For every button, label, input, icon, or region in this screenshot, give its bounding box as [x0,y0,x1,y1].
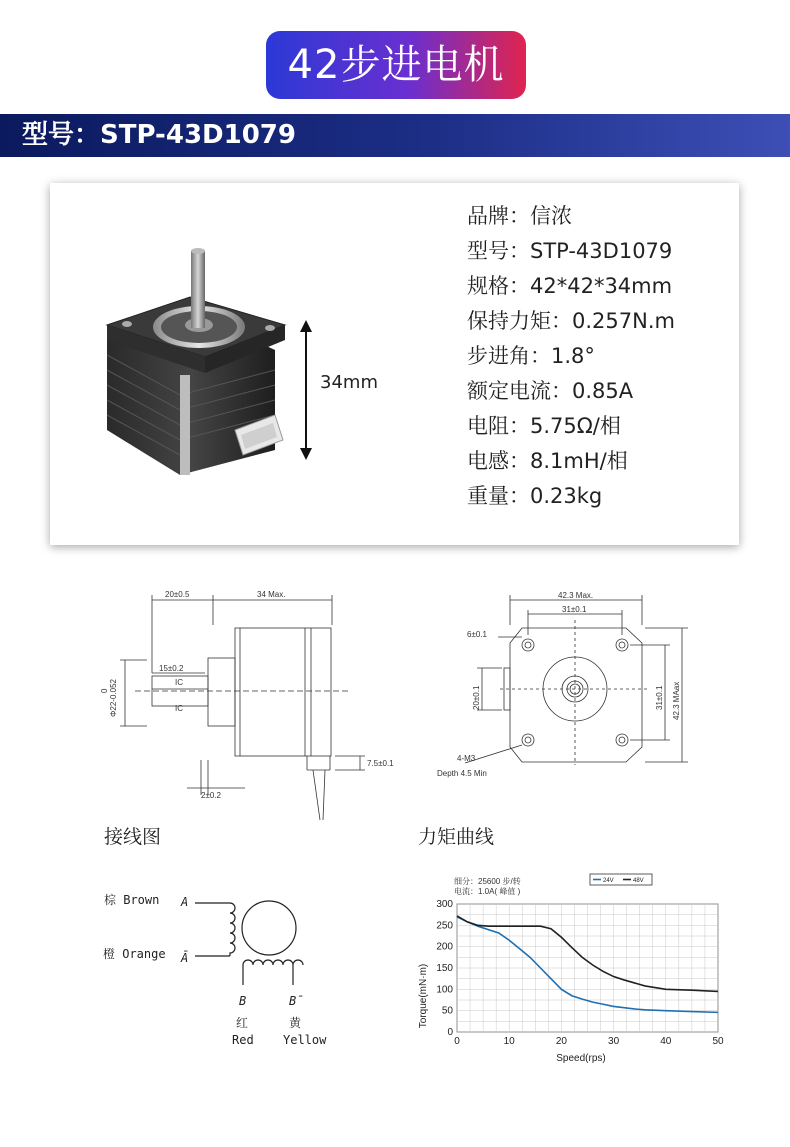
spec-size: 规格：42*42*34mm [467,274,673,298]
wire-yellow-phase: B̄ [289,994,304,1008]
dim-screw: 4-M3 [457,754,476,763]
wiring-heading: 接线图 [104,826,162,848]
y-axis-label: Torque(mN·m) [418,963,429,1029]
wire-brown-phase: A [181,895,189,909]
y-tick-label: 300 [436,899,453,910]
dim-flat-mark-top: IC [175,678,183,687]
x-tick-label: 30 [608,1036,620,1047]
dim-body-len: 34 Max. [257,590,286,599]
dim-diameter: Φ22-0.052 [109,679,118,717]
y-tick-label: 150 [436,963,453,974]
spec-model: 型号：STP-43D1079 [467,239,673,263]
x-tick-label: 10 [503,1036,515,1047]
dim-boss: 2±0.2 [201,791,221,800]
wire-red-phase: B [239,994,247,1008]
dim-shaft-len: 20±0.5 [165,590,190,599]
spec-holding-torque: 保持力矩：0.257N.m [467,309,675,333]
spec-inductance: 电感：8.1mH/相 [467,449,628,473]
height-arrow [295,320,317,460]
spec-current: 额定电流：0.85A [467,379,634,403]
dim-hole-pitch-h: 31±0.1 [562,605,587,614]
spec-resistance: 电阻：5.75Ω/相 [467,414,621,438]
dim-offset: 6±0.1 [467,630,487,639]
wiring-diagram [95,880,355,1055]
wire-brown-label: 棕 Brown [104,893,160,907]
torque-note-1: 细分：25600 步/转 [454,877,521,886]
wire-orange-label: 橙 Orange [103,947,166,961]
dim-height-max: 42.3 MAax [672,681,681,720]
y-tick-label: 250 [436,920,453,932]
torque-note-2: 电流：1.0A( 峰值 ) [454,887,521,896]
motor-photo [95,245,295,485]
front-view-drawing [430,585,690,785]
spec-brand: 品牌：信浓 [467,204,572,228]
y-tick-label: 200 [436,941,453,953]
dim-boss-h: 20±0.1 [472,685,481,710]
spec-list [467,199,767,514]
y-tick-label: 100 [436,984,453,996]
y-tick-label: 0 [447,1027,453,1038]
wire-red-en: Red [232,1033,254,1047]
dim-diameter-top: 0 [100,688,109,693]
spec-weight: 重量：0.23kg [467,484,603,508]
dim-connector: 7.5±0.1 [367,759,394,768]
legend-label-24V: 24V [603,878,614,884]
height-label: 34mm [320,372,378,393]
x-tick-label: 50 [712,1036,724,1047]
dim-width-max: 42.3 Max. [558,591,594,600]
dim-hole-pitch-v: 31±0.1 [655,685,664,710]
x-axis-label: Speed(rps) [556,1053,606,1064]
dim-flat-len: 15±0.2 [159,664,184,673]
dim-flat-mark-bottom: IC [175,704,183,713]
wire-red-cn: 红 [236,1016,249,1030]
wire-yellow-cn: 黄 [289,1016,302,1030]
legend-label-48V: 48V [633,878,644,884]
wire-orange-phase: Ā [181,951,189,965]
dim-depth: Depth 4.5 Min [437,769,487,778]
x-tick-label: 40 [660,1036,672,1047]
x-tick-label: 0 [454,1036,460,1047]
y-tick-label: 50 [441,1005,453,1017]
model-band-text: 型号：STP-43D1079 [22,120,296,150]
x-tick-label: 20 [555,1036,567,1047]
wire-yellow-en: Yellow [283,1033,327,1047]
side-view-drawing [95,585,405,825]
torque-chart [410,870,740,1070]
page-title: 42步进电机 [266,31,526,99]
spec-step-angle: 步进角：1.8° [467,344,595,368]
torque-heading: 力矩曲线 [418,826,495,848]
